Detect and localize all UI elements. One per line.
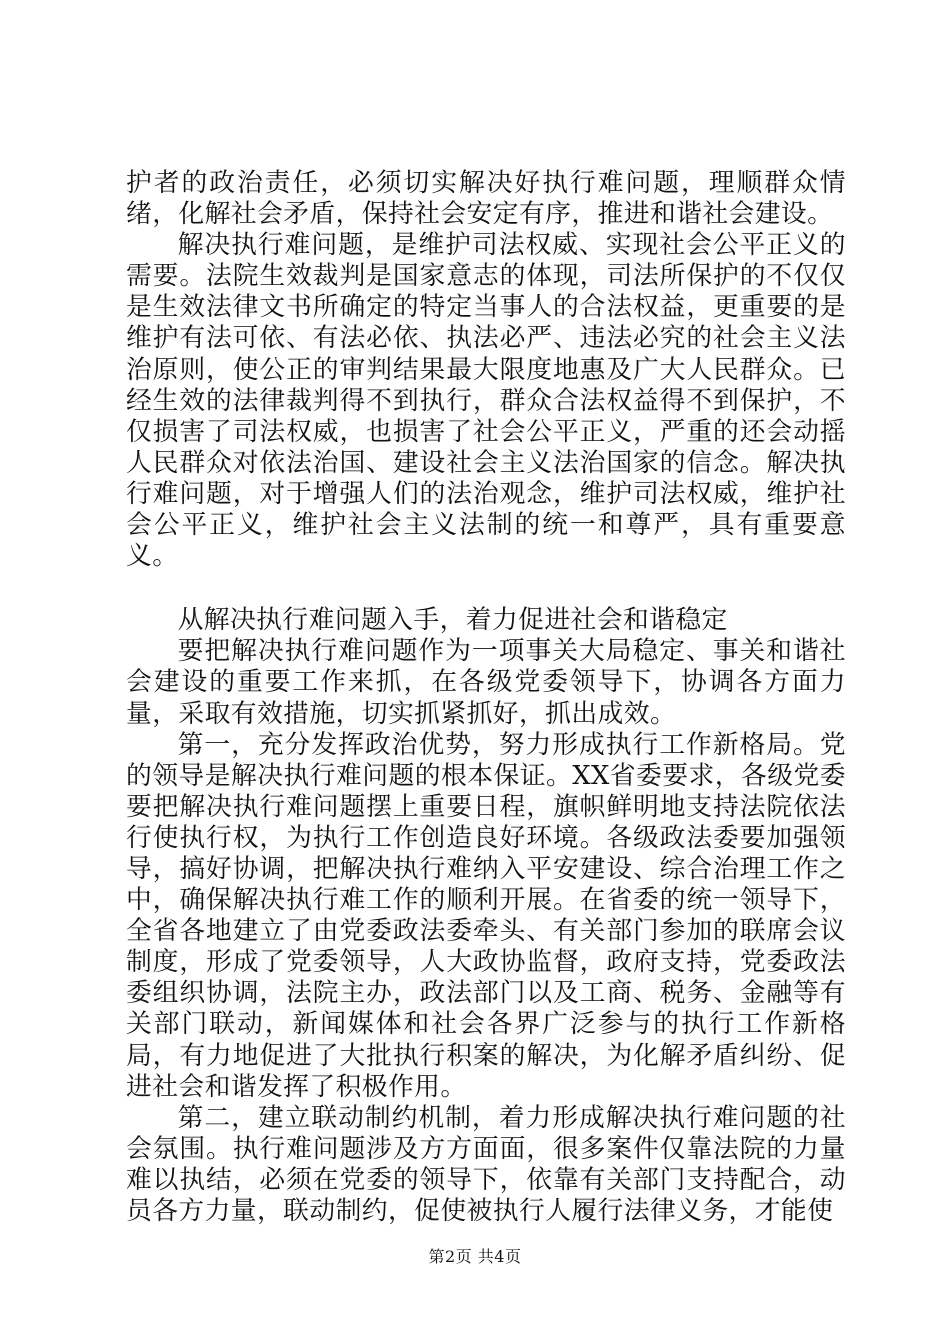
paragraph-intro: 要把解决执行难问题作为一项事关大局稳定、事关和谐社会建设的重要工作来抓，在各级党委领导下，协调各方面力量，采取有效措施，切实抓紧抓好，抓出成效。 <box>126 636 846 729</box>
paragraph-judicial-authority: 解决执行难问题，是维护司法权威、实现社会公平正义的需要。法院生效裁判是国家意志的体现，司法所保护的不仅仅是生效法律文书所确定的特定当事人的合法权益，更重要的是维护有法可依、有法必依、执法必严、违法必究的社会主义法治原则，使公正的审判结果最大限度地惠及广大人民群众。已经生效的法律裁判得不到执行，群众合法权益得不到保护，不仅损害了司法权威，也损害了社会公平正义，严重的还会动摇人民群众对依法治国、建设社会主义法治国家的信念。解决执行难问题，对于增强人们的法治观念，维护司法权威，维护社会公平正义，维护社会主义法制的统一和尊严，具有重要意义。 <box>126 230 846 572</box>
paragraph-point-one: 第一，充分发挥政治优势，努力形成执行工作新格局。党的领导是解决执行难问题的根本保证。XX省委要求，各级党委要把解决执行难问题摆上重要日程，旗帜鲜明地支持法院依法行使执行权，为执行工作创造良好环境。各级政法委要加强领导，搞好协调，把解决执行难纳入平安建设、综合治理工作之中，确保解决执行难工作的顺利开展。在省委的统一领导下，全省各地建立了由党委政法委牵头、有关部门参加的联席会议制度，形成了党委领导，人大政协监督，政府支持，党委政法委组织协调，法院主办，政法部门以及工商、税务、金融等有关部门联动，新闻媒体和社会各界广泛参与的执行工作新格局，有力地促进了大批执行积案的解决，为化解矛盾纠纷、促进社会和谐发挥了积极作用。 <box>126 729 846 1102</box>
paragraph-point-two: 第二，建立联动制约机制，着力形成解决执行难问题的社会氛围。执行难问题涉及方方面面，很多案件仅靠法院的力量难以执结，必须在党委的领导下，依靠有关部门支持配合，动员各方力量，联动制约，促使被执行人履行法律义务，才能使 <box>126 1102 846 1226</box>
page-footer: 第2页 共4页 <box>428 1247 522 1266</box>
paragraph-continued: 护者的政治责任，必须切实解决好执行难问题，理顺群众情绪，化解社会矛盾，保持社会安定有序，推进和谐社会建设。 <box>126 168 846 230</box>
document-body <box>126 168 846 1227</box>
section-heading: 从解决执行难问题入手，着力促进社会和谐稳定 <box>177 605 728 636</box>
